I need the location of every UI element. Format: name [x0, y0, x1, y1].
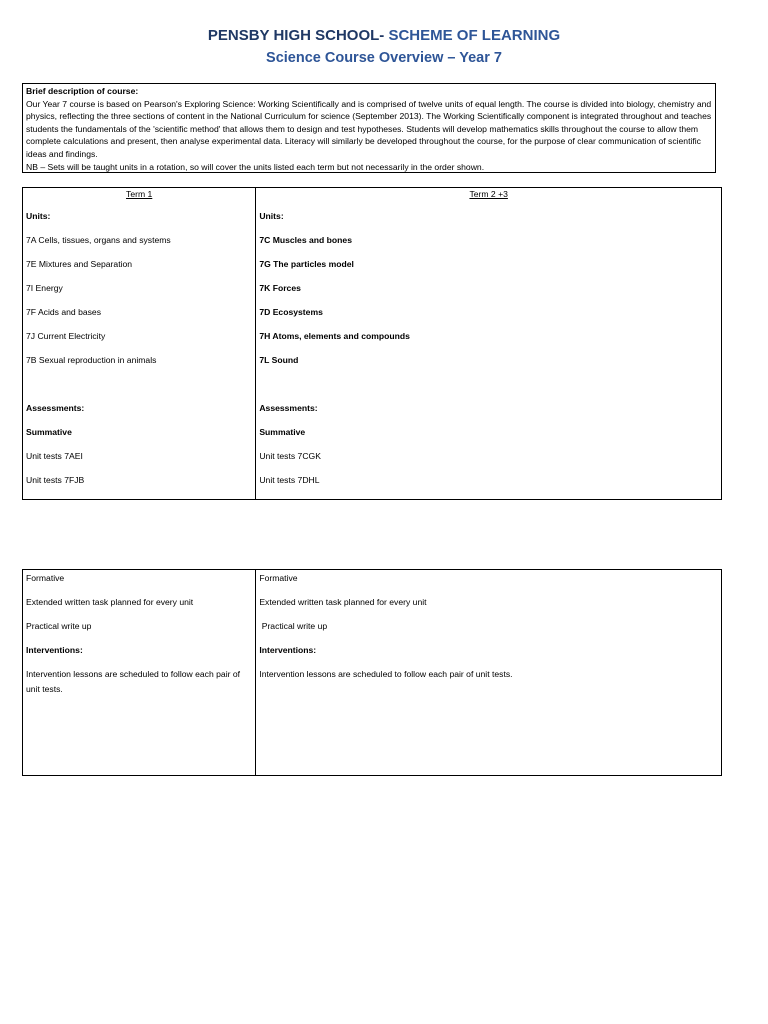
formative-table [22, 569, 722, 776]
term23-assessments-label: Assessments: [259, 403, 318, 413]
term1-column [23, 188, 256, 500]
term23-unit: 7H Atoms, elements and compounds [259, 331, 410, 341]
description-heading: Brief description of course: [26, 86, 139, 96]
term23-interventions-text: Intervention lessons are scheduled to follow each pair of unit tests. [259, 669, 513, 679]
term1-interventions-label: Interventions: [26, 645, 83, 655]
term1-formative-label: Formative [26, 573, 65, 583]
term23-heading: Term 2 +3 [469, 189, 508, 199]
term1-summative-label: Summative [26, 427, 72, 437]
term23-unit: 7G The particles model [259, 259, 354, 269]
term1-unit: 7I Energy [26, 283, 63, 293]
term23-unit: 7C Muscles and bones [259, 235, 352, 245]
course-description-box [22, 83, 716, 173]
school-title [0, 27, 768, 44]
term23-formative-item: Practical write up [259, 621, 328, 631]
term23-interventions-label: Interventions: [259, 645, 317, 655]
term1-unit: 7E Mixtures and Separation [26, 259, 133, 269]
term1-summative-item: Unit tests 7AEI [26, 451, 83, 461]
term1-formative-column [23, 570, 256, 776]
term1-units-label: Units: [26, 211, 51, 221]
term23-unit: 7K Forces [259, 283, 301, 293]
term1-unit: 7B Sexual reproduction in animals [26, 355, 157, 365]
scheme-label: SCHEME OF LEARNING [384, 27, 561, 44]
term1-interventions-text: Intervention lessons are scheduled to follow each pair of unit tests. [26, 669, 241, 694]
term23-units-label: Units: [259, 211, 284, 221]
term23-column [256, 188, 722, 500]
term1-unit: 7J Current Electricity [26, 331, 106, 341]
term23-summative-item: Unit tests 7DHL [259, 475, 320, 485]
term23-formative-label: Formative [259, 573, 298, 583]
description-note: NB – Sets will be taught units in a rotation, so will cover the units listed each term but not necessarily in the order shown. [26, 161, 485, 172]
term1-heading: Term 1 [126, 189, 153, 199]
term1-unit: 7F Acids and bases [26, 307, 102, 317]
term23-summative-item: Unit tests 7CGK [259, 451, 321, 461]
description-body: Our Year 7 course is based on Pearson's Exploring Science: Working Scientifically and is comprised of twelve units of equal length. The course is divided into biology, chemistry and physics, reflecting the three sections of content in the National Curriculum for science (September 2013). The Working Scientifically component is integrated throughout and teaches students the fundamentals of the 'scientific method' that allows them to design and test hypotheses. Students will develop mathematics skills throughout the course to allow them complete calculations and present, then analyse experimental data. Literacy will similarly be developed throughout the course, for the purpose of clear communication of scientific ideas and findings. [26, 98, 712, 159]
term23-unit: 7L Sound [259, 355, 299, 365]
term1-formative-item: Practical write up [26, 621, 92, 631]
terms-table [22, 187, 722, 500]
term1-summative-item: Unit tests 7FJB [26, 475, 85, 485]
term23-formative-item: Extended written task planned for every unit [259, 597, 427, 607]
school-name: PENSBY HIGH SCHOOL- [207, 27, 385, 44]
term1-formative-item: Extended written task planned for every unit [26, 597, 194, 607]
term23-unit: 7D Ecosystems [259, 307, 323, 317]
term1-unit: 7A Cells, tissues, organs and systems [26, 235, 171, 245]
page-subtitle: Science Course Overview – Year 7 [266, 50, 502, 66]
term23-formative-column [256, 570, 722, 776]
term23-summative-label: Summative [259, 427, 306, 437]
term1-assessments-label: Assessments: [26, 403, 85, 413]
